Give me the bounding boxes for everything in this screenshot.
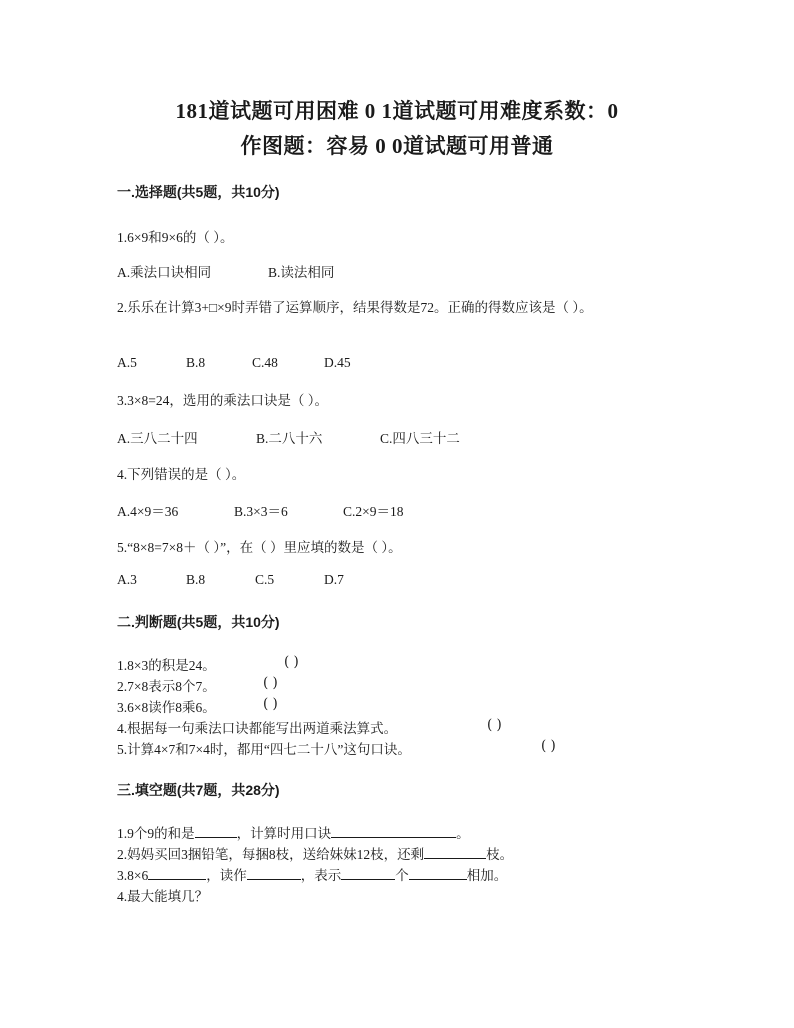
question-text: 。 (456, 826, 470, 841)
answer-blank[interactable] (341, 865, 395, 880)
question-text: 4.根据每一句乘法口诀都能写出两道乘法算式。 (117, 721, 398, 736)
question-text: ，表示 (300, 868, 342, 883)
answer-blank[interactable] (148, 865, 206, 880)
option-a: A.三八二十四 (117, 431, 198, 446)
section-heading-judge: 二.判断题(共5题，共10分) (117, 614, 280, 630)
option-c: C.48 (252, 355, 278, 370)
option-c: C.2×9＝18 (343, 504, 404, 519)
question-text: 枝。 (486, 847, 514, 862)
answer-parens[interactable]: ( ) (263, 675, 278, 691)
section-heading-choice: 一.选择题(共5题，共10分) (117, 184, 280, 200)
answer-parens[interactable]: ( ) (487, 717, 502, 733)
answer-blank[interactable] (195, 823, 237, 838)
option-d: D.45 (324, 355, 351, 370)
question-text: ，计算时用口诀 (236, 826, 332, 841)
fill-question (117, 822, 470, 842)
question-text: 3.6×8读作8乘6。 (117, 700, 216, 715)
option-a: A.3 (117, 572, 137, 587)
page-title-line2: 作图题：容易 0 0道试题可用普通 (240, 134, 554, 158)
question-text: 相加。 (466, 868, 508, 883)
answer-parens[interactable]: ( ) (263, 696, 278, 712)
option-c: C.四八三十二 (380, 431, 460, 446)
question-text: 2.乐乐在计算3+□×9时弄错了运算顺序，结果得数是72。正确的得数应该是（ ）。 (117, 300, 593, 315)
fill-question (117, 864, 507, 884)
answer-blank[interactable] (331, 823, 456, 838)
option-d: D.7 (324, 572, 344, 587)
question-text: ，读作 (206, 868, 247, 883)
question-text: 4.下列错误的是（ ）。 (117, 467, 246, 482)
question-text: 2.妈妈买回3捆铅笔，每捆8枝，送给妹妹12枝，还剩 (117, 847, 425, 862)
question-text: 5.“8×8=7×8＋（ ）”，在（ ）里应填的数是（ ）。 (117, 540, 402, 555)
option-a: A.乘法口诀相同 (117, 265, 212, 280)
question-text: 个 (395, 868, 409, 883)
question-text: 3.8×6 (117, 868, 149, 883)
option-c: C.5 (255, 572, 275, 587)
option-b: B.二八十六 (256, 431, 323, 446)
fill-question (117, 843, 513, 863)
question-text: 1.8×3的积是24。 (117, 658, 216, 673)
answer-parens[interactable]: ( ) (284, 654, 299, 670)
question-text: 1.9个9的和是 (117, 826, 195, 841)
option-a: A.4×9＝36 (117, 504, 179, 519)
option-a: A.5 (117, 355, 137, 370)
question-text: 1.6×9和9×6的（ ）。 (117, 230, 234, 245)
question-text: 2.7×8表示8个7。 (117, 679, 216, 694)
question-text: 5.计算4×7和7×4时，都用“四七二十八”这句口诀。 (117, 742, 411, 757)
option-b: B.读法相同 (268, 265, 335, 280)
page-title-line1: 181道试题可用困难 0 1道试题可用难度系数：0 (175, 99, 619, 123)
answer-blank[interactable] (409, 865, 467, 880)
answer-blank[interactable] (424, 844, 486, 859)
section-heading-fill: 三.填空题(共7题，共28分) (117, 782, 280, 798)
option-b: B.3×3＝6 (234, 504, 288, 519)
answer-blank[interactable] (247, 865, 301, 880)
answer-parens[interactable]: ( ) (541, 738, 556, 754)
question-text: 3.3×8=24，选用的乘法口诀是（ ）。 (117, 393, 328, 408)
option-b: B.8 (186, 355, 206, 370)
option-b: B.8 (186, 572, 206, 587)
question-text: 4.最大能填几？ (117, 889, 209, 904)
